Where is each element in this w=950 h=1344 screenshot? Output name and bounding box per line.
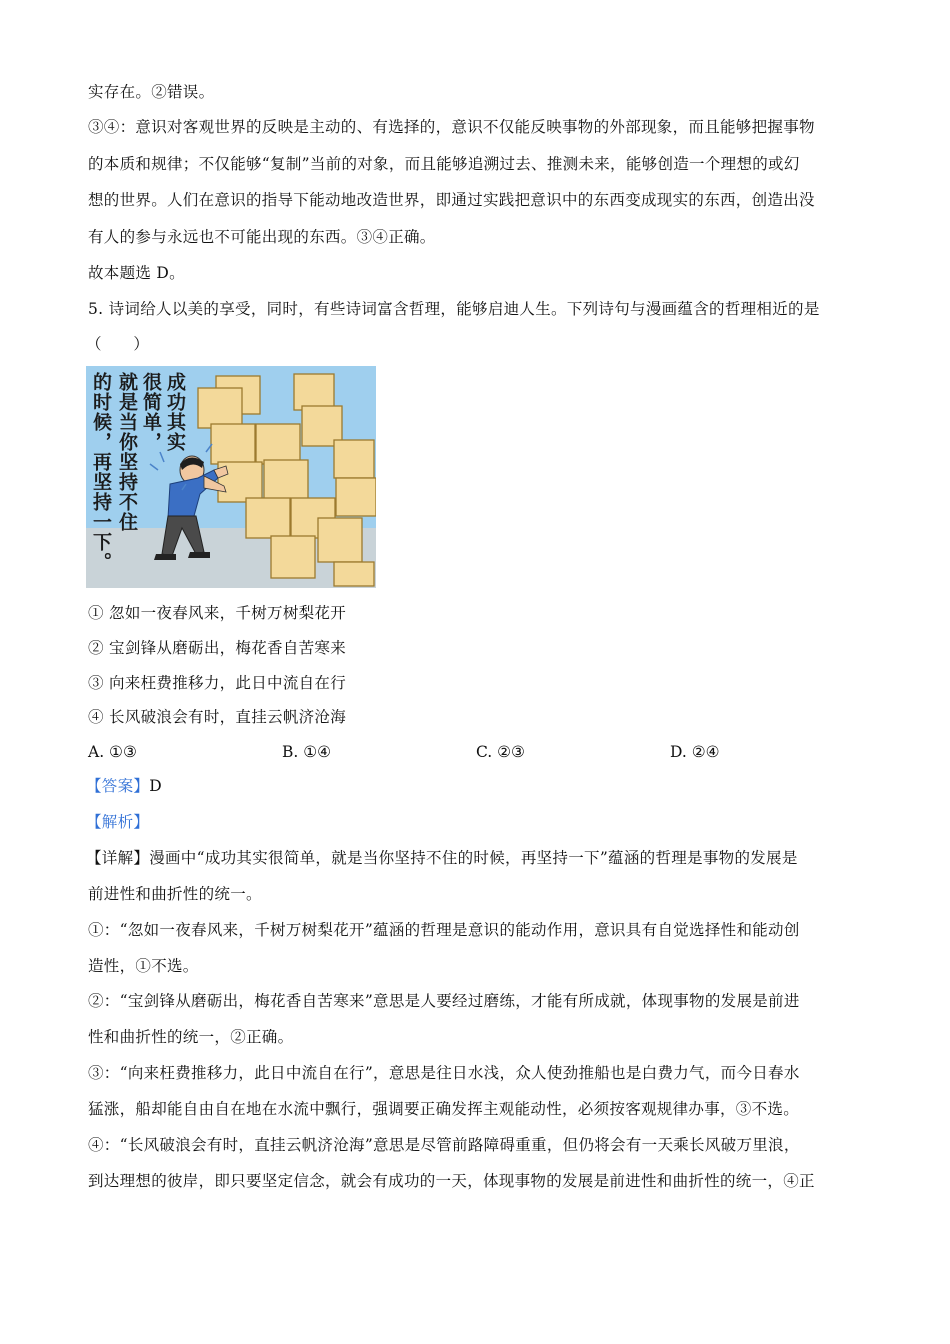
statement-4: ④ 长风破浪会有时，直挂云帆济沧海 — [88, 708, 347, 726]
detail-line-8: 猛涨，船却能自由自在地在水流中飘行，强调要正确发挥主观能动性，必须按客观规律办事，③不选。 — [88, 1100, 800, 1118]
detail-text: 漫画中“成功其实很简单，就是当你坚持不住的时候，再坚持一下”蕴涵的哲理是事物的发展是 — [149, 849, 798, 867]
box — [294, 374, 334, 410]
box — [246, 498, 290, 538]
answer-line — [86, 776, 162, 796]
line-1: 实存在。②错误。 — [88, 83, 215, 101]
answer-blank: （ ） — [86, 335, 150, 353]
comic-caption-col-1: 成功其实 — [164, 372, 186, 452]
comic-caption-col-2: 很简单， — [140, 372, 162, 452]
detail-line-3: ①：“忽如一夜春风来，千树万树梨花开”蕴涵的哲理是意识的能动作用，意识具有自觉选择性和能动创 — [88, 921, 800, 939]
detail-line-5: ②：“宝剑锋从磨砺出，梅花香自苦寒来”意思是人要经过磨练，才能有所成就，体现事物的发展是前进 — [88, 992, 800, 1010]
analysis-tag: 【解析】 — [86, 813, 150, 831]
box — [264, 460, 308, 500]
box — [198, 388, 242, 428]
option-a: A. ①③ — [88, 743, 137, 761]
box — [256, 424, 300, 464]
detail-line-9: ④：“长风破浪会有时，直挂云帆济沧海”意思是尽管前路障碍重重，但仍将会有一天乘长风破万里浪， — [88, 1136, 800, 1154]
box — [211, 424, 255, 464]
option-c: C. ②③ — [476, 743, 525, 761]
detail-line-10: 到达理想的彼岸，即只要坚定信念，就会有成功的一天，体现事物的发展是前进性和曲折性的统一，④正 — [88, 1172, 815, 1190]
line-4: 想的世界。人们在意识的指导下能动地改造世界，即通过实践把意识中的东西变成现实的东西，创造出没 — [88, 191, 815, 209]
detail-line-4: 造性，①不选。 — [88, 957, 199, 975]
statement-3: ③ 向来枉费推移力，此日中流自在行 — [88, 674, 347, 692]
question-5-stem: 5. 诗词给人以美的享受，同时，有些诗词富含哲理，能够启迪人生。下列诗句与漫画蕴含的哲理相近的是 — [88, 300, 820, 318]
statement-1: ① 忽如一夜春风来，千树万树梨花开 — [88, 604, 347, 622]
option-b: B. ①④ — [282, 743, 332, 761]
comic-caption-col-4: 的时候，再坚持一下。 — [90, 372, 112, 572]
option-d: D. ②④ — [670, 743, 720, 761]
statement-2: ② 宝剑锋从磨砺出，梅花香自苦寒来 — [88, 639, 347, 657]
comic-image — [86, 366, 376, 588]
box — [334, 440, 374, 478]
comic-caption-col-3: 就是当你坚持不住 — [116, 372, 138, 532]
line-5: 有人的参与永远也不可能出现的东西。③④正确。 — [88, 228, 436, 246]
line-2: ③④：意识对客观世界的反映是主动的、有选择的，意识不仅能反映事物的外部现象，而且能够把握事物 — [88, 118, 815, 136]
answer-value: D — [149, 777, 162, 795]
box — [318, 518, 362, 562]
box — [334, 562, 374, 586]
detail-line-6: 性和曲折性的统一，②正确。 — [88, 1028, 294, 1046]
detail-line-2: 前进性和曲折性的统一。 — [88, 885, 262, 903]
detail-tag: 【详解】 — [86, 849, 150, 867]
box — [271, 536, 315, 578]
box — [336, 478, 376, 516]
line-6: 故本题选 D。 — [88, 264, 185, 282]
line-3: 的本质和规律；不仅能够“复制”当前的对象，而且能够追溯过去、推测未来，能够创造一个理想的或幻 — [88, 155, 800, 173]
answer-tag: 【答案】 — [86, 777, 150, 795]
detail-line-1 — [86, 848, 798, 868]
detail-line-7: ③：“向来枉费推移力，此日中流自在行”，意思是往日水浅，众人使劲推船也是白费力气，而今日春水 — [88, 1064, 800, 1082]
